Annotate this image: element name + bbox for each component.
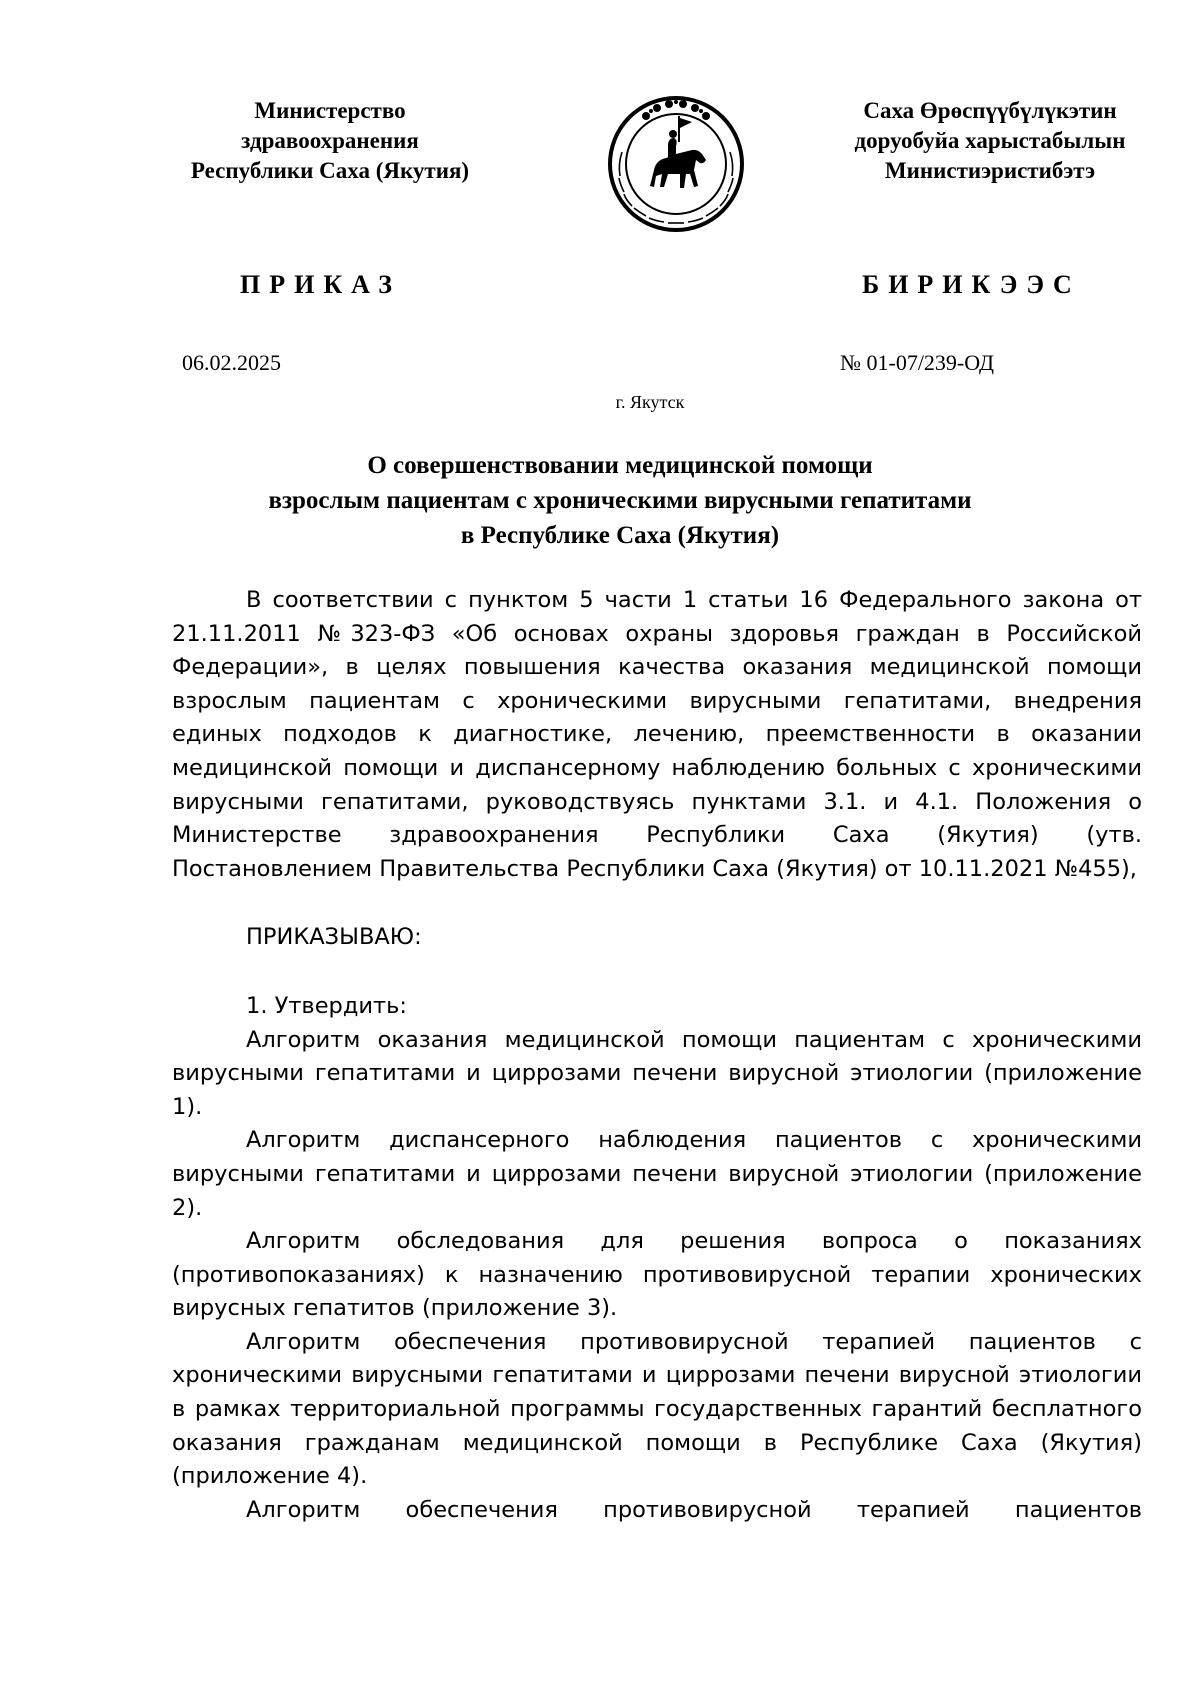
order-number: № 01-07/239-ОД <box>840 350 995 375</box>
annex-item: Алгоритм обеспечения противовирусной терапией пациентов <box>246 1496 1142 1523</box>
ministry-name-ru <box>150 96 510 186</box>
ministry-name-sah <box>825 96 1155 186</box>
order-title-line: О совершенствовании медицинской помощи <box>367 452 873 479</box>
annex-item: Алгоритм диспансерного наблюдения пациентов с хроническими вирусными гепатитами и циррозами печени вирусной этиологии (приложение 2). <box>172 1127 1142 1221</box>
annex-item: Алгоритм оказания медицинской помощи пациентам с хроническими вирусными гепатитами и циррозами печени вирусной этиологии (приложение 1). <box>172 1026 1142 1120</box>
order-date: 06.02.2025 <box>182 350 281 375</box>
order-title-line: взрослым пациентам с хроническими вирусными гепатитами <box>268 487 972 514</box>
ministry-name-ru-line: здравоохранения <box>241 128 419 153</box>
preamble-paragraph: В соответствии с пунктом 5 части 1 статьи 16 Федерального закона от 21.11.2011 №323-ФЗ «Об основах охраны здоровья граждан в Российской Федерации», в целях повышения качества оказания медицинской помощи взрослым пациентам с хроническими вирусными гепатитами, внедрения единых подходов к диагностике, лечению, преемственности в оказании медицинской помощи и диспансерному наблюдению больных с хроническими вирусными гепатитами, руководствуясь пунктами 3.1. и 4.1. Положения о Министерстве здравоохранения Республики Саха (Якутия) (утв. Постановлением Правительства Республики Саха (Якутия) от 10.11.2021 №455), <box>172 587 1142 882</box>
yakutia-coat-of-arms-icon <box>606 94 746 234</box>
ministry-name-ru-line: Республики Саха (Якутия) <box>190 158 470 183</box>
ministry-name-sah-line: доруобуйа харыстабылын <box>854 128 1126 153</box>
order-city: г. Якутск <box>615 392 685 412</box>
doc-type-sah: БИРИКЭЭС <box>862 270 1081 299</box>
ministry-name-sah-line: Министиэристибэтэ <box>884 158 1096 183</box>
order-word: ПРИКАЗЫВАЮ: <box>246 924 422 951</box>
doc-type-ru: ПРИКАЗ <box>240 270 402 299</box>
ministry-name-ru-line: Министерство <box>254 98 406 123</box>
order-title <box>170 448 1070 553</box>
order-title-line: в Республике Саха (Якутия) <box>460 522 780 549</box>
ministry-name-sah-line: Саха Өрөспүүбүлүкэтин <box>863 98 1117 123</box>
order-body <box>172 584 1142 1527</box>
item-1-heading: 1. Утвердить: <box>246 992 407 1019</box>
annex-item: Алгоритм обеспечения противовирусной терапией пациентов с хроническими вирусными гепатитами и циррозами печени вирусной этиологии в рамках территориальной программы государственных гарантий бесплатного оказания гражданам медицинской помощи в Республике Саха (Якутия) (приложение 4). <box>172 1328 1142 1490</box>
annex-item: Алгоритм обследования для решения вопроса о показаниях (противопоказаниях) к назначению противовирусной терапии хронических вирусных гепатитов (приложение 3). <box>172 1228 1142 1322</box>
